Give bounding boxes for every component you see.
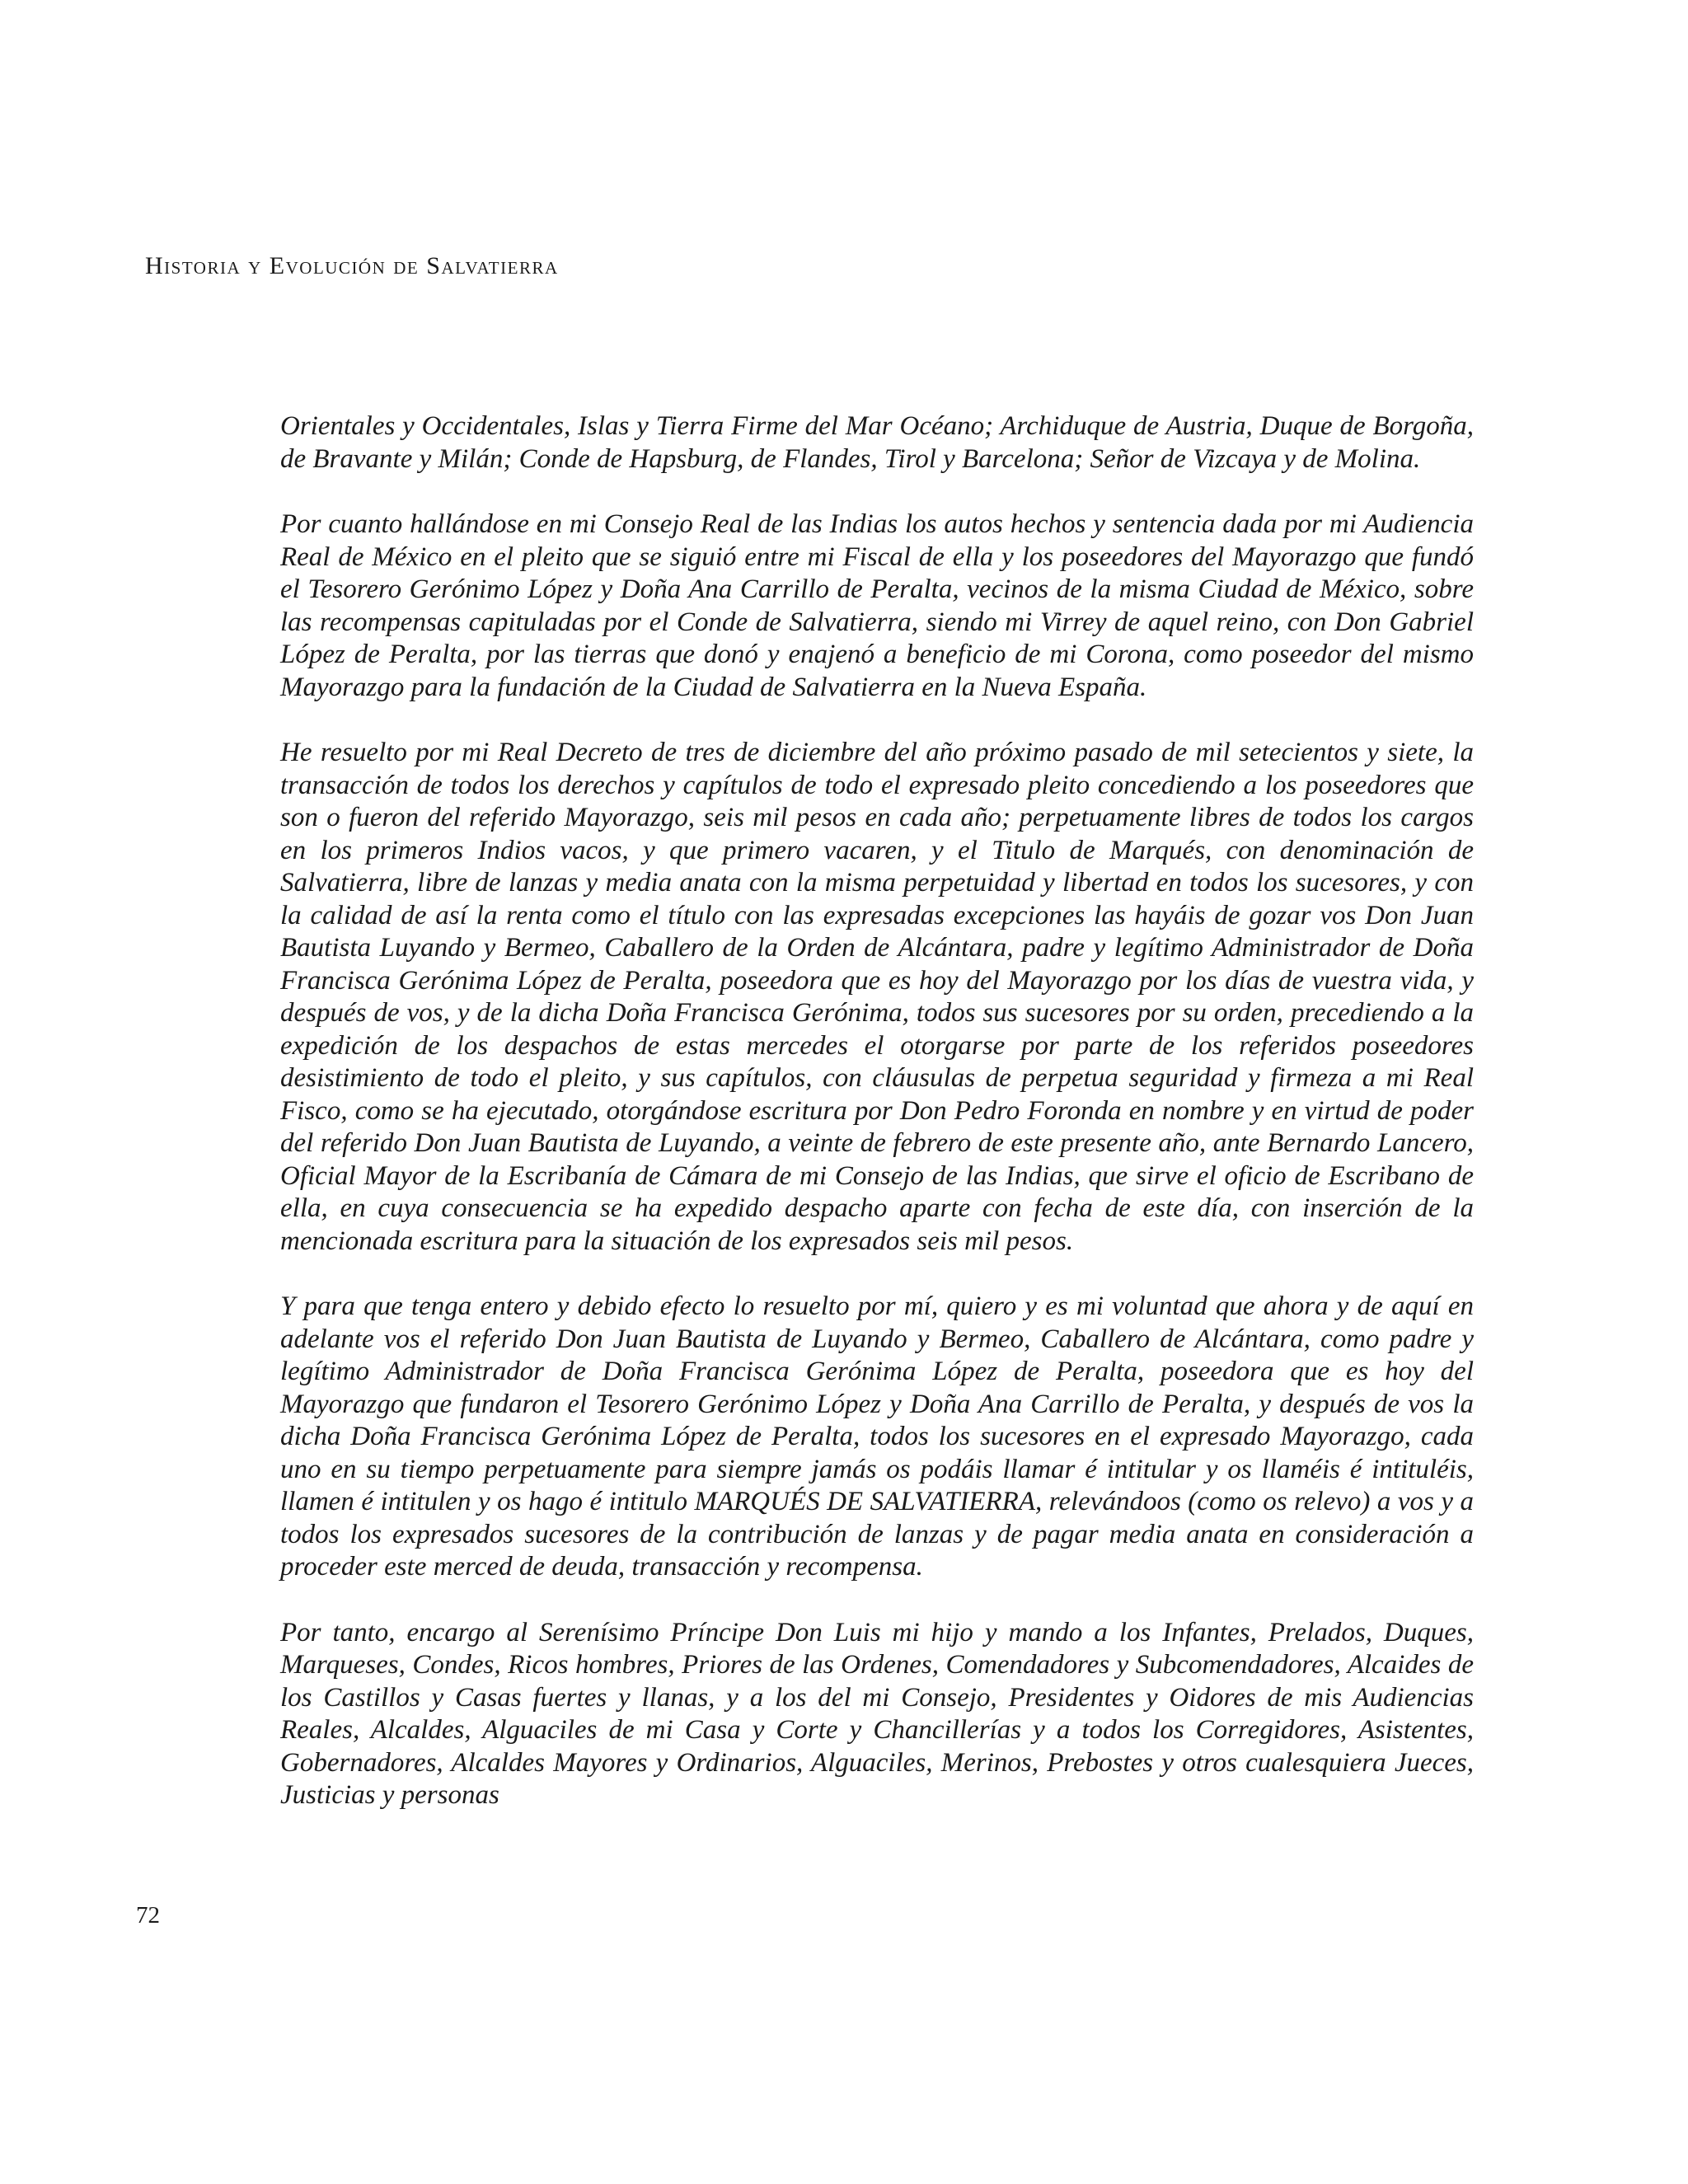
paragraph-5: Por tanto, encargo al Serenísimo Príncipe Don Luis mi hijo y mando a los Infantes, Prelados, Duques, Marqueses, Condes, Ricos hombres, Priores de las Ordenes, Comendadores y Subcomendadores, Alcaides de los Castillos y Casas fuertes y llanas, y a los del mi Consejo, Presidentes y Oidores de mis Audiencias Reales, Alcaldes, Alguaciles de mi Casa y Corte y Chancillerías y a todos los Corregidores, Asistentes, Gobernadores, Alcaldes Mayores y Ordinarios, Alguaciles, Merinos, Prebostes y otros cualesquiera Jueces, Justicias y personas [280,1617,1474,1810]
paragraph-3: He resuelto por mi Real Decreto de tres de diciembre del año próximo pasado de mil setecientos y siete, la transacción de todos los derechos y capítulos de todo el expresado pleito concediendo a los poseedores que son o fueron del referido Mayorazgo, seis mil pesos en cada año; perpetuamente libres de todos los cargos en los primeros Indios vacos, y que primero vacaren, y el Titulo de Marqués, con denominación de Salvatierra, libre de lanzas y media anata con la misma perpetuidad y libertad en todos los sucesores, y con la calidad de así la renta como el título con las expresadas excepciones las hayáis de gozar vos Don Juan Bautista Luyando y Bermeo, Caballero de la Orden de Alcántara, padre y legítimo Administrador de Doña Francisca Gerónima López de Peralta, poseedora que es hoy del Mayorazgo por los días de vuestra vida, y después de vos, y de la dicha Doña Francisca Gerónima, todos sus sucesores por su orden, precediendo a la expedición de los despachos de estas mercedes el otorgarse por parte de los referidos poseedores desistimiento de todo el pleito, y sus capítulos, con cláusulas de perpetua seguridad y firmeza a mi Real Fisco, como se ha ejecutado, otorgándose escritura por Don Pedro Foronda en nombre y en virtud de poder del referido Don Juan Bautista de Luyando, a veinte de febrero de este presente año, ante Bernardo Lancero, Oficial Mayor de la Escribanía de Cámara de mi Consejo de las Indias, que sirve el oficio de Escribano de ella, en cuya consecuencia se ha expedido despacho aparte con fecha de este día, con inserción de la mencionada escritura para la situación de los expresados seis mil pesos. [280,738,1474,1256]
document-body [280,410,1474,1812]
paragraph-2: Por cuanto hallándose en mi Consejo Real de las Indias los autos hechos y sentencia dada por mi Audiencia Real de México en el pleito que se siguió entre mi Fiscal de ella y los poseedores del Mayorazgo que fundó el Tesorero Gerónimo López y Doña Ana Carrillo de Peralta, vecinos de la misma Ciudad de México, sobre las recompensas capituladas por el Conde de Salvatierra, siendo mi Virrey de aquel reino, con Don Gabriel López de Peralta, por las tierras que donó y enajenó a beneficio de mi Corona, como poseedor del mismo Mayorazgo para la fundación de la Ciudad de Salvatierra en la Nueva España. [280,509,1474,702]
paragraph-1: Orientales y Occidentales, Islas y Tierra Firme del Mar Océano; Archiduque de Austria, Duque de Borgoña, de Bravante y Milán; Conde de Hapsburg, de Flandes, Tirol y Barcelona; Señor de Vizcaya y de Molina. [280,411,1474,474]
page-number: 72 [136,1902,160,1929]
running-header-title: Historia y Evolución de Salvatierra [145,252,559,279]
paragraph-4: Y para que tenga entero y debido efecto lo resuelto por mí, quiero y es mi voluntad que ahora y de aquí en adelante vos el referido Don Juan Bautista de Luyando y Bermeo, Caballero de Alcántara, como padre y legítimo Administrador de Doña Francisca Gerónima López de Peralta, poseedora que es hoy del Mayorazgo que fundaron el Tesorero Gerónimo López y Doña Ana Carrillo de Peralta, y después de vos la dicha Doña Francisca Gerónima López de Peralta, todos los sucesores en el expresado Mayorazgo, cada uno en su tiempo perpetuamente para siempre jamás os podáis llamar é intitular y os llaméis é intituléis, llamen é intitulen y os hago é intitulo MARQUÉS DE SALVATIERRA, relevándoos (como os relevo) a vos y a todos los expresados sucesores de la contribución de lanzas y de pagar media anata en consideración a proceder este merced de deuda, transacción y recompensa. [280,1291,1474,1582]
